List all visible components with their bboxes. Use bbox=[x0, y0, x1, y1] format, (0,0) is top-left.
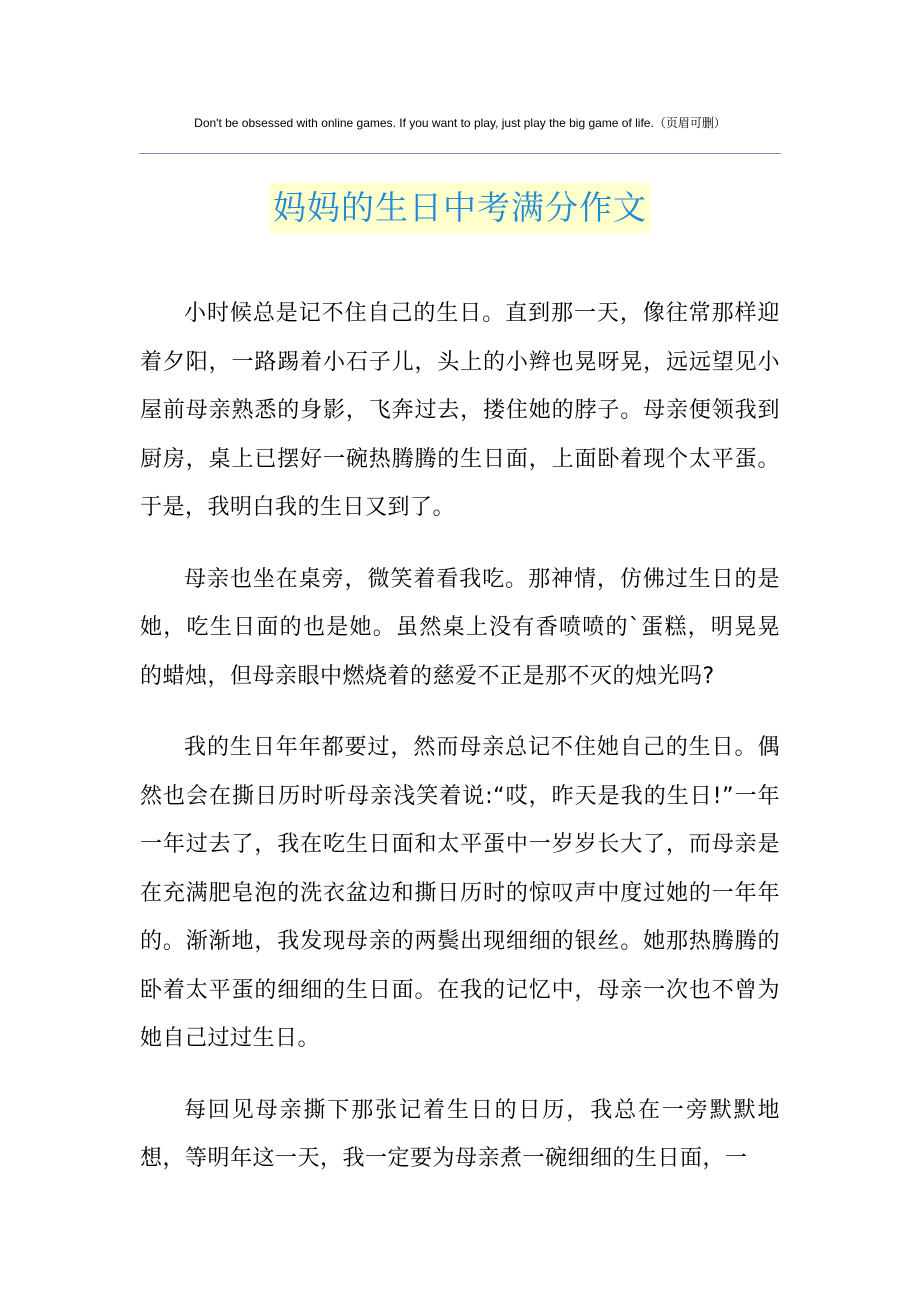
paragraph: 每回见母亲撕下那张记着生日的日历，我总在一旁默默地想，等明年这一天，我一定要为母亲煮一碗细细的生日面，一 bbox=[140, 1097, 780, 1171]
paragraph: 我的生日年年都要过，然而母亲总记不住她自己的生日。偶然也会在撕日历时听母亲浅笑着说:“哎，昨天是我的生日!”一年一年过去了，我在吃生日面和太平蛋中一岁岁长大了，而母亲是在充满肥皂泡的洗衣盆边和撕日历时的惊叹声中度过她的一年年的。渐渐地，我发现母亲的两鬓出现细细的银丝。她那热腾腾的卧着太平蛋的细细的生日面。在我的记忆中，母亲一次也不曾为她自己过过生日。 bbox=[140, 735, 780, 1051]
document-title: 妈妈的生日中考满分作文 bbox=[270, 183, 650, 233]
paragraph: 小时候总是记不住自己的生日。直到那一天，像往常那样迎着夕阳，一路踢着小石子儿，头上的小辫也晃呀晃，远远望见小屋前母亲熟悉的身影，飞奔过去，搂住她的脖子。母亲便领我到厨房，桌上已摆好一碗热腾腾的生日面，上面卧着现个太平蛋。于是，我明白我的生日又到了。 bbox=[140, 301, 780, 520]
document-body bbox=[140, 290, 780, 1207]
paragraph: 母亲也坐在桌旁，微笑着看我吃。那神情，仿佛过生日的是她，吃生日面的也是她。虽然桌上没有香喷喷的`蛋糕，明晃晃的蜡烛，但母亲眼中燃烧着的慈爱不正是那不灭的烛光吗? bbox=[140, 566, 780, 689]
header-divider bbox=[139, 153, 781, 154]
title-container bbox=[0, 183, 920, 233]
page-header: Don't be obsessed with online games. If you want to play, just play the big game of life.（页眉可删） bbox=[194, 116, 726, 130]
